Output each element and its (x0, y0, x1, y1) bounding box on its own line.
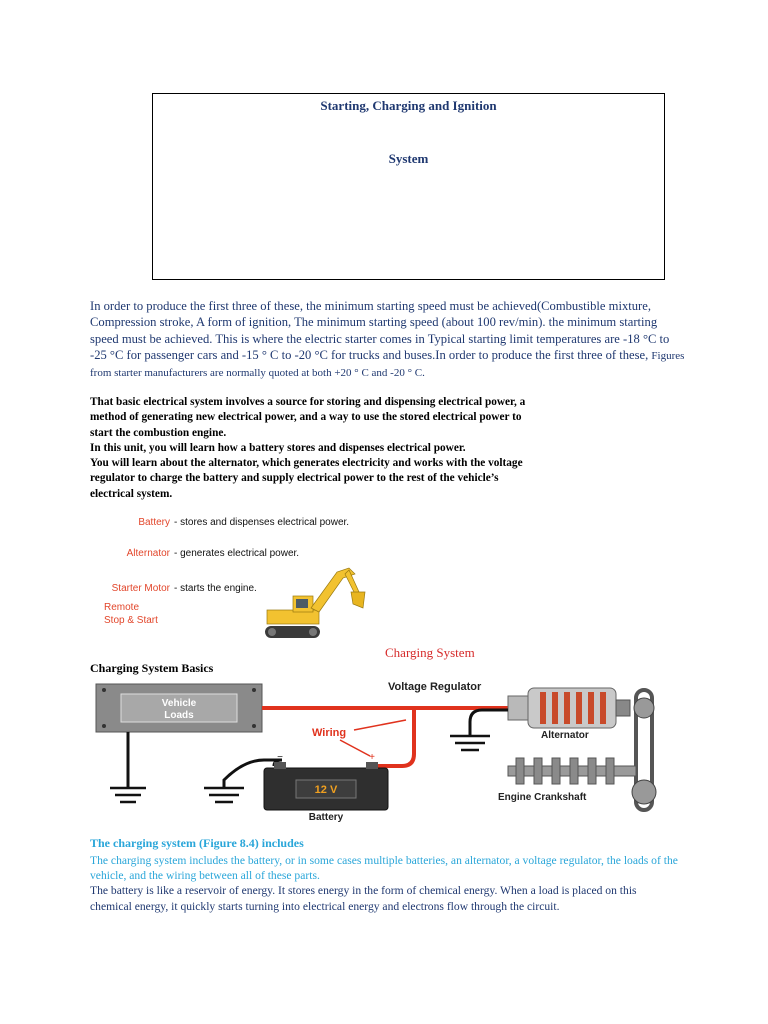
wire-battery (378, 708, 414, 766)
alternator-label: Alternator (541, 730, 589, 741)
voltage-regulator-box (508, 696, 528, 720)
battery-voltage: 12 V (314, 784, 338, 796)
legend-key-alternator: Alternator (126, 548, 170, 559)
figure-heading: The charging system (Figure 8.4) includes (90, 836, 304, 850)
battery-paragraph: The battery is like a reservoir of energy. It stores energy in the form of chemical energy. When a load is placed on this chemical energy, it quickly starts turning into electrical energy and electrons flow through the circuit. (90, 884, 637, 913)
battery-label: Battery (308, 812, 344, 823)
legend-row-battery (90, 517, 390, 528)
intro-small-text: Figures from starter manufacturers are normally quoted at both +20 ° C and -20 ° C. (90, 349, 685, 380)
page-title: Starting, Charging and Ignition (320, 98, 497, 113)
charging-system-diagram (88, 676, 660, 826)
title-box (152, 93, 665, 280)
intro-paragraph (90, 298, 685, 381)
svg-text:+: + (369, 752, 375, 763)
vehicle-loads-label-1: Vehicle (161, 698, 197, 709)
bold-paragraph-line: You will learn about the alternator, which generates electricity and works with the voltage regulator to charge the battery and supply electrical power to the rest of the vehicle’s electrical system. (90, 457, 523, 500)
excavator-bucket (351, 592, 365, 608)
wiring-label: Wiring (312, 727, 347, 739)
vehicle-loads-label-2: Loads (164, 710, 194, 721)
voltage-regulator-label: Voltage Regulator (388, 681, 482, 693)
legend-remote (104, 601, 158, 627)
legend-key-battery: Battery (138, 517, 170, 528)
bold-paragraph-line: In this unit, you will learn how a battery stores and dispenses electrical power. (90, 441, 466, 454)
legend-desc-battery: - stores and dispenses electrical power. (174, 517, 350, 528)
bold-paragraph (90, 395, 540, 502)
legend-row-alternator (90, 548, 390, 559)
bold-paragraph-line: That basic electrical system involves a source for storing and dispensing electrical power, a method of generating new electrical power, and a way to use the stored electrical power to start the combustion engine. (90, 396, 526, 439)
crankshaft-label: Engine Crankshaft (498, 792, 587, 803)
legend-remote-line2: Stop & Start (104, 615, 158, 626)
charging-system-caption: Charging System (385, 645, 475, 660)
legend-desc-starter: - starts the engine. (174, 583, 257, 594)
excavator-image (255, 560, 375, 650)
legend-key-starter: Starter Motor (111, 583, 170, 594)
intro-main-text: In order to produce the first three of these, the minimum starting speed must be achieved(Combustible mixture, Compression stroke, A form of ignition, The minimum starting speed (about 100 rev/min). the minimum starting speed must be achieved. This is where the electric starter comes in Typical starting limit temperatures are -18 °C to -25 °C for passenger cars and -15 ° C to -20 °C for trucks and buses.In order to produce the first three of these, (90, 299, 670, 362)
svg-text:−: − (277, 752, 283, 763)
legend-remote-line1: Remote (104, 602, 140, 613)
charging-basics-heading: Charging System Basics (90, 661, 214, 675)
legend-desc-alternator: - generates electrical power. (174, 548, 300, 559)
figure-text: The charging system includes the battery, or in some cases multiple batteries, an alternator, a voltage regulator, the loads of the vehicle, and the wiring between all of these parts. (90, 854, 678, 882)
page-subtitle: System (388, 151, 429, 166)
